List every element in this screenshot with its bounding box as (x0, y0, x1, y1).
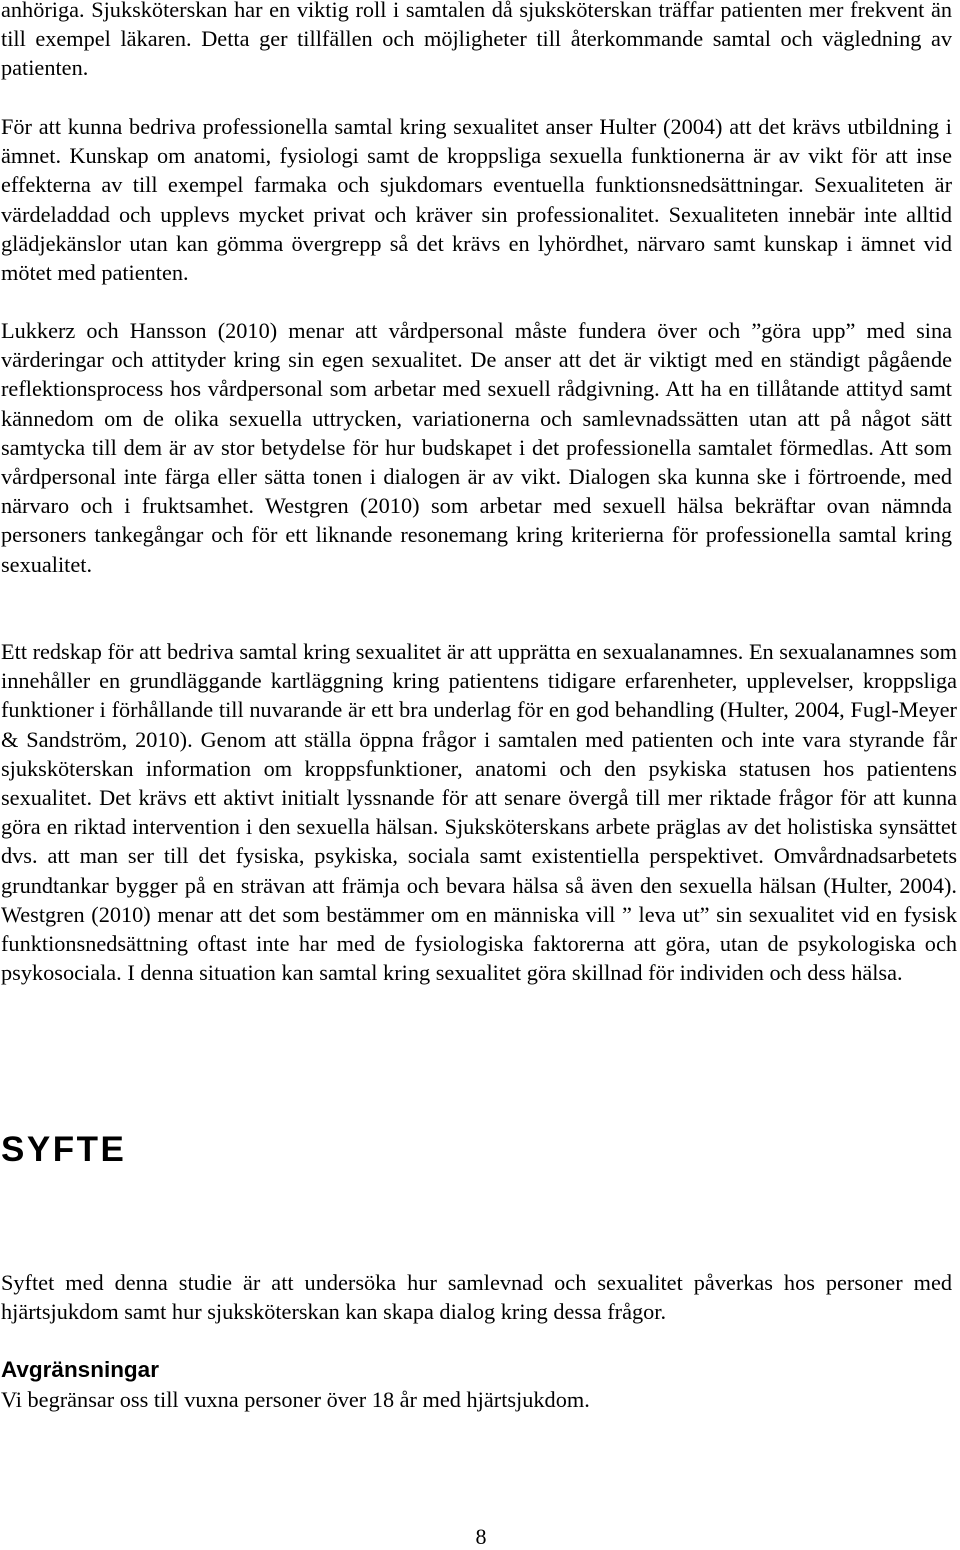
delimitation-paragraph: Vi begränsar oss till vuxna personer över 18 år med hjärtsjukdom. (1, 1387, 590, 1412)
page-number: 8 (475, 1524, 487, 1549)
subsection-heading: Avgränsningar (1, 1357, 159, 1382)
aim-paragraph: Syftet med denna studie är att undersöka hur samlevnad och sexualitet påverkas hos personer med hjärtsjukdom samt hur sjuksköterskan kan skapa dialog kring dessa frågor. (1, 1270, 952, 1325)
body-paragraph: För att kunna bedriva professionella samtal kring sexualitet anser Hulter (2004) att det krävs utbildning i ämnet. Kunskap om anatomi, fysiologi samt de kroppsliga sexuella funktionerna är av vikt för att inse effekterna av till exempel farmaka och sjukdomars eventuella funktionsnedsättningar. Sexualiteten är värdeladdad och upplevs mycket privat och kräver sin professionalitet. Sexualiteten innebär inte alltid glädjekänslor utan kan gömma övergrepp så det krävs en lyhördhet, närvaro samt kunskap i ämnet vid mötet med patienten. (1, 114, 952, 286)
body-paragraph: anhöriga. Sjuksköterskan har en viktig roll i samtalen då sjuksköterskan träffar patienten mer frekvent än till exempel läkaren. Detta ger tillfällen och möjligheter till återkommande samtal och vägledning av patienten. (1, 0, 952, 81)
section-heading: SYFTE (1, 1130, 127, 1169)
body-paragraph: Ett redskap för att bedriva samtal kring sexualitet är att upprätta en sexualanamnes. En sexualanamnes som innehåller en grundläggande kartläggning kring patientens tidigare erfarenheter, upplevelser, kroppsliga funktioner i förhållande till nuvarande är ett bra underlag för en god behandling (Hulter, 2004, Fugl-Meyer & Sandström, 2010). Genom att ställa öppna frågor i samtalen med patienten och inte vara styrande får sjuksköterskan information om kroppsfunktioner, anatomi och den psykiska statusen hos patientens sexualitet. Det krävs ett aktivt initialt lyssnande för att senare övergå till mer riktade frågor för att kunna göra en riktad intervention i den sexuella hälsan. Sjuksköterskans arbete präglas av det holistiska synsättet dvs. att man ser till det fysiska, psykiska, sociala samt existentiella perspektivet. Omvårdnadsarbetets grundtankar bygger på en strävan att främja och bevara hälsa så även den sexuella hälsan (Hulter, 2004). Westgren (2010) menar att det som bestämmer om en människa vill ” leva ut” sin sexualitet vid en fysisk funktionsnedsättning oftast inte har med de fysiologiska faktorerna att göra, utan de psykologiska och psykosociala. I denna situation kan samtal kring sexualitet göra skillnad för individen och dess hälsa. (1, 639, 957, 986)
body-paragraph: Lukkerz och Hansson (2010) menar att vårdpersonal måste fundera över och ”göra upp” med sina värderingar och attityder kring sin egen sexualitet. De anser att det är viktigt med en ständigt pågående reflektionsprocess hos vårdpersonal som arbetar med sexuell rådgivning. Att ha en tillåtande attityd samt kännedom om de olika sexuella uttrycken, variationerna och samlevnadssätten utan att på något sätt samtycka till dem är av stor betydelse för hur budskapet i det professionella samtalet förmedlas. Att som vårdpersonal inte färga eller sätta tonen i dialogen är av vikt. Dialogen ska kunna ske i förtroende, med närvaro och i fruktsamhet. Westgren (2010) som arbetar med sexuell hälsa bekräftar ovan nämnda personers tankegångar och för ett liknande resonemang kring kriterierna för professionella samtal kring sexualitet. (1, 318, 952, 577)
